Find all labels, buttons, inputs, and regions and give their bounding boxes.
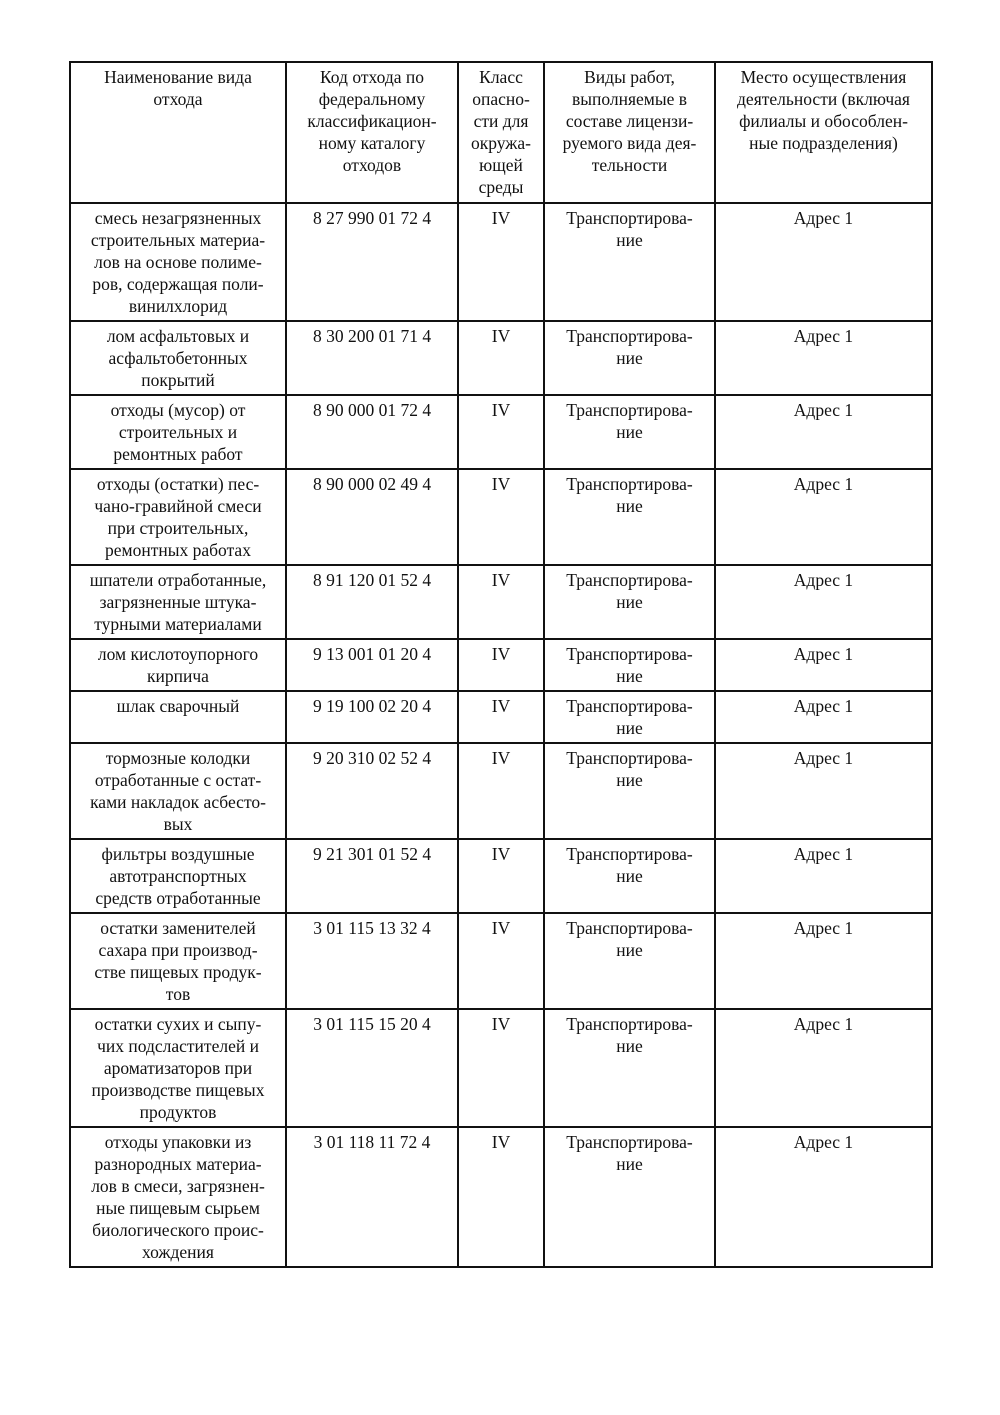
table-row (70, 203, 932, 321)
cell-waste-code: 8 91 120 01 52 4 (286, 565, 458, 639)
table-row (70, 321, 932, 395)
header-text-line: отходов (342, 155, 402, 175)
cell-text-line: винилхлорид (128, 296, 228, 316)
cell-text-line: шлак сварочный (116, 696, 240, 716)
cell-text-line: лов в смеси, загрязнен- (91, 1176, 265, 1196)
cell-text-line: турными материалами (94, 614, 262, 634)
cell-text-line: вых (163, 814, 193, 834)
cell-text-line: тормозные колодки (105, 748, 251, 768)
header-text-line: Класс (479, 67, 523, 87)
cell-waste-name (70, 565, 286, 639)
cell-text-line: ние (616, 1036, 643, 1056)
cell-text-line: строительных и (118, 422, 238, 442)
cell-text-line: ние (616, 770, 643, 790)
header-hazard-class (458, 62, 544, 203)
cell-text-line: строительных материа- (90, 230, 266, 250)
cell-work-type (544, 1009, 715, 1127)
cell-work-type (544, 691, 715, 743)
header-location (715, 62, 932, 203)
cell-text-line: ками накладок асбесто- (90, 792, 266, 812)
cell-hazard-class: IV (458, 639, 544, 691)
table-row (70, 565, 932, 639)
cell-text-line: производстве пищевых (91, 1080, 265, 1100)
cell-location: Адрес 1 (715, 203, 932, 321)
cell-hazard-class: IV (458, 203, 544, 321)
header-text-line: классификацион- (307, 111, 437, 131)
header-text-line: Наименование вида (104, 67, 252, 87)
cell-text-line: Транспортирова- (566, 1132, 693, 1152)
cell-waste-code: 9 19 100 02 20 4 (286, 691, 458, 743)
cell-waste-name (70, 1009, 286, 1127)
cell-text-line: асфальтобетонных (108, 348, 248, 368)
cell-waste-code: 9 21 301 01 52 4 (286, 839, 458, 913)
header-text-line: ющей (479, 155, 523, 175)
header-text-line: деятельности (включая (737, 89, 910, 109)
cell-text-line: при строительных, (107, 518, 249, 538)
cell-text-line: ние (616, 1154, 643, 1174)
cell-text-line: отработанные с остат- (94, 770, 262, 790)
cell-hazard-class: IV (458, 743, 544, 839)
cell-work-type (544, 469, 715, 565)
header-text-line: выполняемые в (571, 89, 688, 109)
header-text-line: тельности (591, 155, 668, 175)
cell-text-line: отходы (мусор) от (110, 400, 246, 420)
cell-hazard-class: IV (458, 321, 544, 395)
header-text-line: ному каталогу (318, 133, 426, 153)
cell-waste-code: 9 20 310 02 52 4 (286, 743, 458, 839)
cell-text-line: ремонтных работах (105, 540, 251, 560)
header-text-line: окружа- (471, 133, 531, 153)
cell-work-type (544, 565, 715, 639)
cell-work-type (544, 203, 715, 321)
header-text-line: федеральному (318, 89, 426, 109)
cell-location: Адрес 1 (715, 743, 932, 839)
table-row (70, 691, 932, 743)
cell-text-line: фильтры воздушные (101, 844, 255, 864)
cell-text-line: Транспортирова- (566, 326, 693, 346)
cell-waste-code: 9 13 001 01 20 4 (286, 639, 458, 691)
table-row (70, 469, 932, 565)
cell-text-line: ние (616, 422, 643, 442)
cell-text-line: тов (165, 984, 191, 1004)
cell-text-line: лов на основе полиме- (94, 252, 262, 272)
header-waste-code (286, 62, 458, 203)
cell-text-line: ароматизаторов при (103, 1058, 253, 1078)
header-waste-name (70, 62, 286, 203)
header-text-line: Виды работ, (584, 67, 675, 87)
table-row (70, 1127, 932, 1267)
cell-work-type (544, 639, 715, 691)
cell-hazard-class: IV (458, 395, 544, 469)
cell-location: Адрес 1 (715, 639, 932, 691)
header-text-line: составе лицензи- (565, 111, 694, 131)
cell-work-type (544, 321, 715, 395)
cell-text-line: чано-гравийной смеси (94, 496, 262, 516)
cell-text-line: Транспортирова- (566, 208, 693, 228)
header-work-types (544, 62, 715, 203)
waste-table (69, 61, 933, 1268)
cell-waste-code: 8 90 000 02 49 4 (286, 469, 458, 565)
cell-waste-name (70, 913, 286, 1009)
header-text-line: руемого вида дея- (562, 133, 697, 153)
cell-hazard-class: IV (458, 565, 544, 639)
table-row (70, 1009, 932, 1127)
cell-hazard-class: IV (458, 1009, 544, 1127)
table-row (70, 743, 932, 839)
header-text-line: среды (478, 177, 524, 197)
cell-work-type (544, 743, 715, 839)
cell-waste-name (70, 321, 286, 395)
cell-text-line: хождения (142, 1242, 214, 1262)
cell-waste-name (70, 839, 286, 913)
cell-work-type (544, 395, 715, 469)
cell-text-line: сахара при производ- (98, 940, 258, 960)
table-row (70, 639, 932, 691)
cell-text-line: Транспортирова- (566, 1014, 693, 1034)
cell-text-line: Транспортирова- (566, 474, 693, 494)
cell-text-line: кирпича (147, 666, 209, 686)
cell-work-type (544, 1127, 715, 1267)
cell-text-line: лом асфальтовых и (106, 326, 250, 346)
cell-waste-code: 8 90 000 01 72 4 (286, 395, 458, 469)
table-row (70, 913, 932, 1009)
cell-text-line: ние (616, 866, 643, 886)
cell-waste-code: 8 30 200 01 71 4 (286, 321, 458, 395)
cell-text-line: Транспортирова- (566, 844, 693, 864)
cell-text-line: стве пищевых продук- (94, 962, 262, 982)
cell-hazard-class: IV (458, 1127, 544, 1267)
cell-text-line: Транспортирова- (566, 748, 693, 768)
cell-text-line: остатки сухих и сыпу- (94, 1014, 262, 1034)
cell-work-type (544, 913, 715, 1009)
cell-location: Адрес 1 (715, 1009, 932, 1127)
cell-location: Адрес 1 (715, 469, 932, 565)
cell-text-line: ние (616, 718, 643, 738)
cell-text-line: ров, содержащая поли- (92, 274, 264, 294)
cell-text-line: отходы (остатки) пес- (96, 474, 260, 494)
cell-text-line: Транспортирова- (566, 570, 693, 590)
cell-text-line: смесь незагрязненных (94, 208, 262, 228)
header-text-line: отхода (153, 89, 203, 109)
cell-hazard-class: IV (458, 691, 544, 743)
cell-location: Адрес 1 (715, 913, 932, 1009)
cell-text-line: шпатели отработанные, (89, 570, 267, 590)
table-body (70, 203, 932, 1267)
cell-text-line: Транспортирова- (566, 696, 693, 716)
cell-text-line: лом кислотоупорного (97, 644, 259, 664)
cell-text-line: биологического проис- (92, 1220, 264, 1240)
table-header-row (70, 62, 932, 203)
cell-hazard-class: IV (458, 913, 544, 1009)
table-row (70, 839, 932, 913)
header-text-line: сти для (473, 111, 529, 131)
cell-waste-name (70, 469, 286, 565)
header-text-line: Место осуществления (740, 67, 907, 87)
cell-hazard-class: IV (458, 839, 544, 913)
cell-text-line: продуктов (139, 1102, 217, 1122)
cell-text-line: остатки заменителей (100, 918, 256, 938)
cell-waste-name (70, 639, 286, 691)
cell-hazard-class: IV (458, 469, 544, 565)
cell-text-line: загрязненные штука- (99, 592, 257, 612)
cell-waste-name (70, 691, 286, 743)
header-text-line: Код отхода по (320, 67, 424, 87)
cell-text-line: отходы упаковки из (104, 1132, 252, 1152)
cell-waste-code: 3 01 115 13 32 4 (286, 913, 458, 1009)
cell-text-line: ние (616, 592, 643, 612)
cell-text-line: ние (616, 666, 643, 686)
header-text-line: ные подразделения) (749, 133, 898, 153)
cell-location: Адрес 1 (715, 1127, 932, 1267)
table-row (70, 395, 932, 469)
cell-text-line: Транспортирова- (566, 400, 693, 420)
cell-waste-code: 8 27 990 01 72 4 (286, 203, 458, 321)
cell-work-type (544, 839, 715, 913)
cell-text-line: ремонтных работ (113, 444, 243, 464)
cell-text-line: автотранспортных (109, 866, 247, 886)
cell-waste-name (70, 743, 286, 839)
cell-location: Адрес 1 (715, 691, 932, 743)
cell-location: Адрес 1 (715, 839, 932, 913)
cell-location: Адрес 1 (715, 565, 932, 639)
header-text-line: филиалы и обособлен- (739, 111, 908, 131)
cell-text-line: ние (616, 348, 643, 368)
cell-text-line: Транспортирова- (566, 918, 693, 938)
cell-text-line: Транспортирова- (566, 644, 693, 664)
cell-text-line: средств отработанные (95, 888, 261, 908)
cell-waste-name (70, 395, 286, 469)
cell-waste-name (70, 203, 286, 321)
cell-text-line: ние (616, 940, 643, 960)
cell-text-line: ные пищевым сырьем (96, 1198, 260, 1218)
cell-text-line: ние (616, 496, 643, 516)
cell-location: Адрес 1 (715, 395, 932, 469)
cell-text-line: покрытий (141, 370, 215, 390)
cell-waste-code: 3 01 115 15 20 4 (286, 1009, 458, 1127)
cell-waste-name (70, 1127, 286, 1267)
cell-waste-code: 3 01 118 11 72 4 (286, 1127, 458, 1267)
cell-location: Адрес 1 (715, 321, 932, 395)
cell-text-line: ние (616, 230, 643, 250)
cell-text-line: разнородных материа- (94, 1154, 262, 1174)
header-text-line: опасно- (472, 89, 530, 109)
cell-text-line: чих подсластителей и (97, 1036, 259, 1056)
